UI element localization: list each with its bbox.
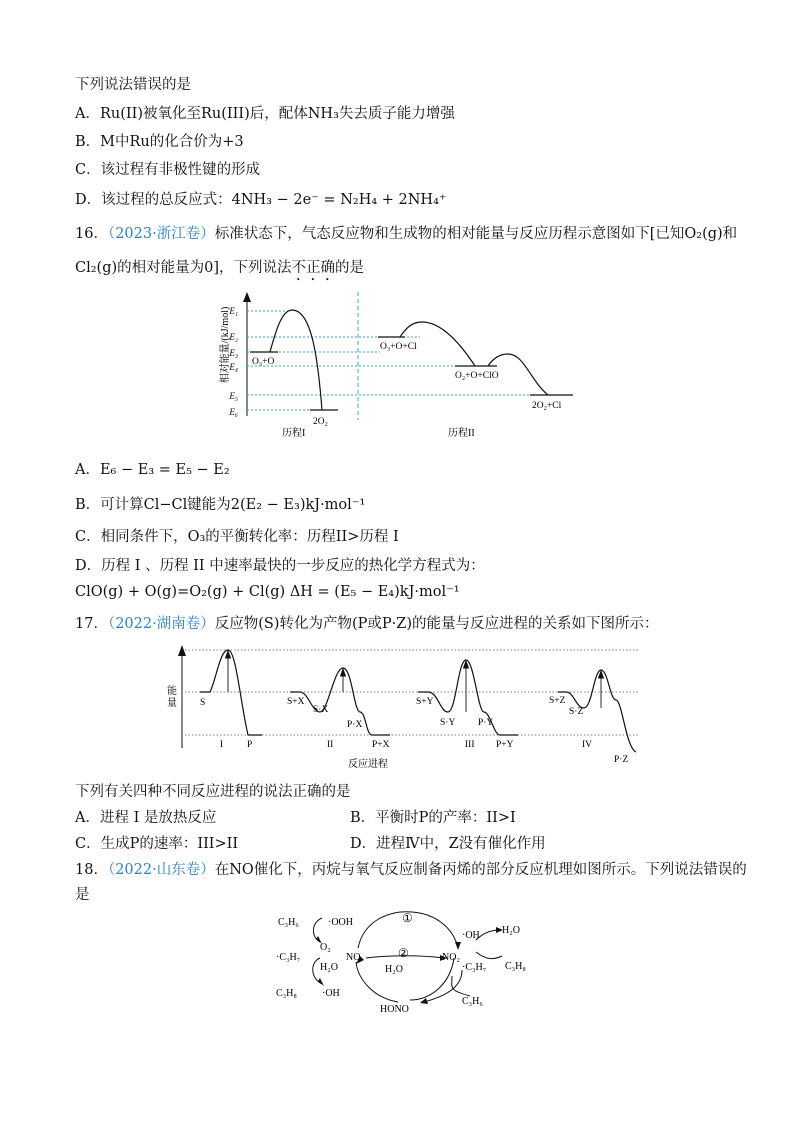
q18-label-h2o-mid: H₂O: [385, 964, 403, 975]
q15-option-c: C．该过程有非极性键的形成: [75, 162, 261, 178]
q17-option-a: A．进程 I 是放热反应: [75, 810, 217, 826]
q18-source: （2022·山东卷）: [107, 862, 215, 878]
label-iv: IV: [582, 740, 593, 750]
q17-guide-lines: [185, 650, 640, 735]
q17-number: 17．: [75, 616, 108, 632]
q16-stem-emphasis: 不正确: [291, 260, 336, 276]
label-iii: III: [465, 740, 475, 750]
q17-option-c: C．生成P的速率：III>II: [75, 836, 239, 852]
q16-option-c: C．相同条件下，O₃的平衡转化率：历程II>历程 I: [75, 529, 399, 545]
label-s-plus-x: S+X: [287, 697, 305, 707]
q17-barrier-arrows: [226, 651, 604, 712]
q18-label-no: NO: [346, 952, 361, 963]
label-ii: II: [327, 740, 334, 750]
q18-label-h2o-right: H₂O: [502, 925, 520, 936]
q16-source: （2023·浙江卷）: [107, 226, 215, 242]
q18-label-c3h7-mid: ·C₃H₇: [462, 962, 487, 973]
q18-step-1: ①: [402, 911, 413, 925]
tick-e2: E₂: [229, 332, 238, 342]
label-p-dot-x: P·X: [347, 720, 363, 730]
q16-ylabel: 相对能量/(kJ/mol): [220, 306, 231, 384]
q17-y-axis-arrow: [178, 645, 186, 656]
q17-question: 下列有关四种不同反应进程的说法正确的是: [75, 784, 351, 800]
label-s-plus-z: S+Z: [549, 696, 566, 706]
label-p-plus-x: P+X: [372, 740, 390, 750]
q15-option-d: D．该过程的总反应式：4NH₃ − 2e⁻ = N₂H₄ + 2NH₄⁺: [75, 192, 447, 208]
label-s: S: [200, 698, 206, 708]
label-s-dot-z: S·Z: [569, 707, 584, 717]
q17-ylabel-2: 量: [167, 698, 177, 709]
q18-label-c3h8-right: C₃H₈: [505, 961, 526, 972]
label-o3-o: O₃+O: [252, 357, 275, 367]
q17-stem: [75, 614, 658, 634]
q15-stem: 下列说法错误的是: [75, 77, 191, 93]
label-p-dot-z: P·Z: [614, 755, 629, 765]
q17-option-b: B．平衡时P的产率：II>I: [350, 810, 516, 826]
q17-ylabel-1: 能: [167, 686, 177, 697]
label-o2-o-clo: O₂+O+ClO: [455, 371, 499, 381]
q16-path-2: [378, 322, 573, 395]
q16-stem-pre: Cl₂(g)的相对能量为0]，下列说法: [75, 260, 292, 276]
q16-option-b: B．可计算Cl−Cl键能为2(E₂ − E₃)kJ·mol⁻¹: [75, 497, 366, 513]
q16-stem-text: 标准状态下，气态反应物和生成物的相对能量与反应历程示意图如下[已知O₂(g)和: [214, 226, 738, 242]
q15-option-a: A．Ru(II)被氧化至Ru(III)后，配体NH₃失去质子能力增强: [75, 106, 455, 122]
q18-label-o2: O₂: [320, 942, 331, 953]
label-path-2: 历程II: [448, 428, 475, 439]
q17-options-row2: [75, 834, 546, 854]
q17-xlabel: 反应进程: [348, 759, 388, 770]
q16-guide-lines: [247, 311, 532, 410]
q18-label-c3h6-bottom: C₃H₆: [462, 996, 483, 1007]
q18-step-2: ②: [398, 946, 409, 960]
q18-stem-line1: [75, 860, 747, 880]
q16-option-a: A．E₆ − E₃ = E₅ − E₂: [75, 462, 230, 478]
q18-label-ooh: ·OOH: [328, 917, 353, 928]
tick-e3: E₃: [229, 348, 238, 358]
label-p-dot-y: P·Y: [478, 718, 494, 728]
label-o3-o-cl: O₃+O+Cl: [380, 342, 417, 352]
label-2o2-cl: 2O₂+Cl: [532, 401, 562, 411]
q18-stem-line2: 是: [75, 887, 90, 903]
q18-number: 18．: [75, 862, 108, 878]
label-path-1: 历程I: [282, 428, 306, 439]
q17-option-d: D．进程Ⅳ中，Z没有催化作用: [350, 836, 546, 852]
q16-option-d-equation: ClO(g) + O(g)=O₂(g) + Cl(g) ΔH = (E₅ − E₄)kJ·mol⁻¹: [75, 584, 460, 600]
label-s-dot-x: S·X: [313, 705, 329, 715]
q18-label-c3h6-top: C₃H₆: [278, 917, 299, 928]
q16-stem-post: 的是: [335, 260, 365, 276]
label-2o2: 2O₂: [313, 417, 328, 427]
label-i: I: [220, 740, 224, 750]
q17-energy-diagram: [160, 640, 650, 775]
q17-options-row1: [75, 808, 516, 828]
label-p-plus-y: P+Y: [496, 740, 514, 750]
q16-number: 16．: [75, 226, 108, 242]
label-s-dot-y: S·Y: [440, 718, 456, 728]
tick-e5: E₅: [229, 391, 238, 401]
q16-energy-diagram: [215, 285, 585, 445]
q18-label-hono: HONO: [380, 1004, 409, 1015]
q18-stem-text: 在NO催化下，丙烷与氧气反应制备丙烯的部分反应机理如图所示。下列说法错误的: [214, 862, 747, 878]
q16-y-axis-arrow: [243, 292, 251, 302]
label-s-plus-y: S+Y: [416, 697, 434, 707]
q16-stem-line2: [75, 258, 364, 284]
q18-label-no2: NO₂: [442, 952, 460, 963]
q18-label-oh-right: ·OH: [462, 930, 480, 941]
q16-option-d: D．历程 I 、历程 II 中速率最快的一步反应的热化学方程式为：: [75, 558, 485, 574]
q18-label-h2o-left: H₂O: [320, 962, 338, 973]
label-p: P: [247, 740, 253, 750]
tick-e1: E₁: [229, 306, 238, 316]
q18-label-c3h8-left: C₃H₈: [276, 988, 297, 999]
q17-source: （2022·湖南卷）: [107, 616, 215, 632]
q15-option-b: B．M中Ru的化合价为+3: [75, 134, 244, 150]
q17-stem-text: 反应物(S)转化为产物(P或P·Z)的能量与反应进程的关系如下图所示：: [214, 616, 659, 632]
q18-label-c3h7-left: ·C₃H₇: [276, 952, 301, 963]
q18-mechanism-diagram: [265, 905, 545, 1020]
q18-label-oh-left: ·OH: [322, 988, 340, 999]
tick-e6: E₆: [229, 407, 238, 417]
q16-stem-line1: [75, 224, 737, 244]
tick-e4: E₄: [229, 362, 238, 372]
